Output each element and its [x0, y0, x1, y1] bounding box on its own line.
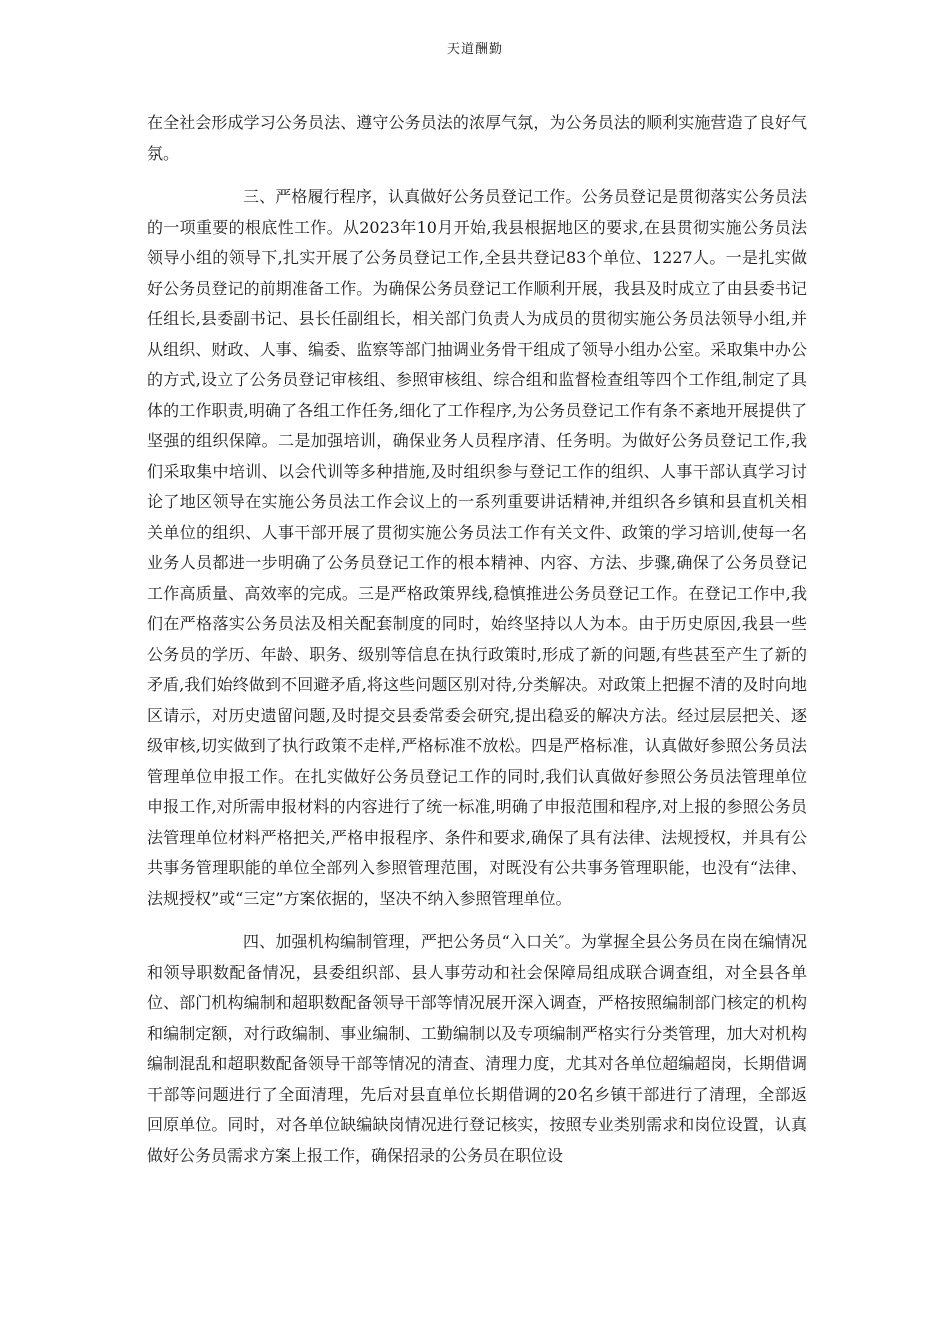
page-header: 天道酬勤	[446, 42, 503, 57]
paragraph-intro: 在全社会形成学习公务员法、遵守公务员法的浓厚气氛，为公务员法的顺利实施营造了良好气氛。	[147, 113, 807, 163]
document-body	[147, 108, 807, 1184]
paragraph-section-4: 四、加强机构编制管理，严把公务员“入口关″。为掌握全县公务员在岗在编情况和领导职数配备情况，县委组织部、县人事劳动和社会保障局组成联合调查组，对全县各单位、部门机构编制和超职数配备领导干部等情况展开深入调查，严格按照编制部门核定的机构和编制定额，对行政编制、事业编制、工勤编制以及专项编制严格实行分类管理，加大对机构编制混乱和超职数配备领导干部等情况的清查、清理力度，尤其对各单位超编超岗，长期借调干部等问题进行了全面清理，先后对县直单位长期借调的20名乡镇干部进行了清理，全部返回原单位。同时，对各单位缺编缺岗情况进行登记核实，按照专业类别需求和岗位设置，认真做好公务员需求方案上报工作，确保招录的公务员在职位设	[147, 932, 807, 1165]
paragraph-section-3: 三、严格履行程序，认真做好公务员登记工作。公务员登记是贯彻落实公务员法的一项重要的根底性工作。从2023年10月开始,我县根据地区的要求,在县贯彻实施公务员法领导小组的领导下,扎实开展了公务员登记工作,全县共登记83个单位、1227人。一是扎实做好公务员登记的前期准备工作。为确保公务员登记工作顺利开展，我县及时成立了由县委书记任组长,县委副书记、县长任副组长，相关部门负责人为成员的贯彻实施公务员法领导小组,并从组织、财政、人事、编委、监察等部门抽调业务骨干组成了领导小组办公室。采取集中办公的方式,设立了公务员登记审核组、参照审核组、综合组和监督检查组等四个工作组,制定了具体的工作职责,明确了各组工作任务,细化了工作程序,为公务员登记工作有条不紊地开展提供了坚强的组织保障。二是加强培训，确保业务人员程序清、任务明。为做好公务员登记工作,我们采取集中培训、以会代训等多种措施,及时组织参与登记工作的组织、人事干部认真学习讨论了地区领导在实施公务员法工作会议上的一系列重要讲话精神,并组织各乡镇和县直机关相关单位的组织、人事干部开展了贯彻实施公务员法工作有关文件、政策的学习培训,使每一名业务人员都进一步明确了公务员登记工作的根本精神、内容、方法、步骤,确保了公务员登记工作高质量、高效率的完成。三是严格政策界线,稳慎推进公务员登记工作。在登记工作中,我们在严格落实公务员法及相关配套制度的同时，始终坚持以人为本。由于历史原因,我县一些公务员的学历、年龄、职务、级别等信息在执行政策时,形成了新的问题,有些甚至产生了新的矛盾,我们始终做到不回避矛盾,将这些问题区别对待,分类解决。对政策上把握不清的及时向地区请示，对历史遗留问题,及时提交县委常委会研究,提出稳妥的解决方法。经过层层把关、逐级审核,切实做到了执行政策不走样,严格标准不放松。四是严格标准，认真做好参照公务员法管理单位申报工作。在扎实做好公务员登记工作的同时,我们认真做好参照公务员法管理单位申报工作,对所需申报材料的内容进行了统一标准,明确了申报范围和程序,对上报的参照公务员法管理单位材料严格把关,严格申报程序、条件和要求,确保了具有法律、法规授权，并具有公共事务管理职能的单位全部列入参照管理范围，对既没有公共事务管理职能，也没有“法律、法规授权”或“三定”方案依据的，坚决不纳入参照管理单位。	[147, 187, 807, 908]
